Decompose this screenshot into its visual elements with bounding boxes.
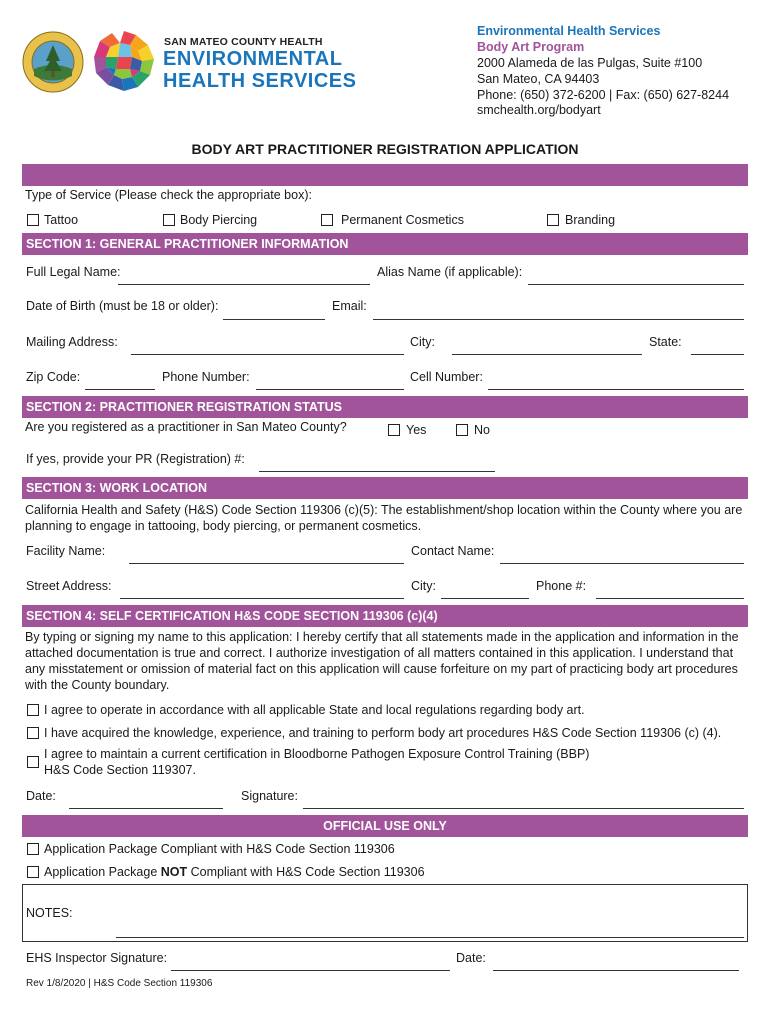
- contact-phone: Phone: (650) 372-6200 | Fax: (650) 627-8244: [477, 88, 730, 102]
- section2-heading: SECTION 2: PRACTITIONER REGISTRATION STATUS: [22, 396, 748, 418]
- agree-regulations-label: I agree to operate in accordance with all applicable State and local regulations regarding body art.: [44, 703, 585, 717]
- contact-address1: 2000 Alameda de las Pulgas, Suite #100: [477, 56, 703, 70]
- street-address-field[interactable]: [120, 582, 404, 598]
- dob-line: [223, 319, 325, 320]
- agree-bbp-label-line1: I agree to maintain a current certification in Bloodborne Pathogen Exposure Control Training (BBP): [44, 747, 590, 761]
- inspector-date-field[interactable]: [493, 954, 739, 970]
- agree-training-checkbox[interactable]: [27, 727, 39, 739]
- inspector-date-line: [493, 970, 739, 971]
- zip-line: [85, 389, 155, 390]
- permanent-cosmetics-label: Permanent Cosmetics: [341, 213, 464, 227]
- registered-yes-label: Yes: [406, 423, 427, 437]
- pr-number-label: If yes, provide your PR (Registration) #:: [26, 452, 245, 466]
- alias-field[interactable]: [528, 268, 744, 284]
- mailing-address-label: Mailing Address:: [26, 335, 118, 349]
- notes-box[interactable]: [22, 884, 748, 942]
- section3-heading: SECTION 3: WORK LOCATION: [22, 477, 748, 499]
- facility-name-label: Facility Name:: [26, 544, 106, 558]
- alias-line: [528, 284, 744, 285]
- city-line: [452, 354, 642, 355]
- signature-field[interactable]: [303, 792, 744, 808]
- agency-name-line1: ENVIRONMENTAL: [163, 48, 343, 70]
- contact-website[interactable]: smchealth.org/bodyart: [477, 103, 601, 117]
- body-piercing-label: Body Piercing: [180, 213, 258, 227]
- registered-yes-checkbox[interactable]: [388, 424, 400, 436]
- full-name-line: [118, 284, 370, 285]
- inspector-signature-line: [171, 970, 450, 971]
- work-phone-field[interactable]: [596, 582, 744, 598]
- mailing-address-field[interactable]: [131, 338, 404, 354]
- contact-name-label: Contact Name:: [411, 544, 495, 558]
- contact-name-line: [500, 563, 744, 564]
- cell-label: Cell Number:: [410, 370, 483, 384]
- phone-field[interactable]: [256, 373, 404, 389]
- signature-line: [303, 808, 744, 809]
- not-compliant-checkbox[interactable]: [27, 866, 39, 878]
- permanent-cosmetics-checkbox[interactable]: [321, 214, 333, 226]
- not-compliant-emphasis: NOT: [160, 865, 188, 879]
- cert-date-label: Date:: [26, 789, 56, 803]
- phone-label: Phone Number:: [162, 370, 250, 384]
- dob-label: Date of Birth (must be 18 or older):: [26, 299, 219, 313]
- work-city-line: [441, 598, 529, 599]
- work-phone-line: [596, 598, 744, 599]
- city-label: City:: [410, 335, 435, 349]
- pr-number-line: [259, 471, 495, 472]
- compliant-checkbox[interactable]: [27, 843, 39, 855]
- not-compliant-label: [44, 865, 425, 879]
- zip-label: Zip Code:: [26, 370, 81, 384]
- form-title: BODY ART PRACTITIONER REGISTRATION APPLICATION: [191, 141, 579, 157]
- pr-number-field[interactable]: [259, 455, 495, 471]
- email-label: Email:: [332, 299, 367, 313]
- branding-label: Branding: [565, 213, 616, 227]
- service-prompt: Type of Service (Please check the appropriate box):: [25, 188, 312, 202]
- agency-top-label: SAN MATEO COUNTY HEALTH: [164, 36, 323, 48]
- inspector-signature-field[interactable]: [171, 954, 450, 970]
- facility-name-line: [129, 563, 404, 564]
- cell-line: [488, 389, 744, 390]
- official-use-heading: OFFICIAL USE ONLY: [22, 815, 748, 837]
- inspector-date-label: Date:: [456, 951, 486, 965]
- full-name-label: Full Legal Name:: [26, 265, 121, 279]
- agree-bbp-checkbox[interactable]: [27, 756, 39, 768]
- work-city-label: City:: [411, 579, 436, 593]
- email-field[interactable]: [373, 303, 744, 319]
- registered-question: Are you registered as a practitioner in San Mateo County?: [25, 420, 347, 434]
- mailing-address-line: [131, 354, 404, 355]
- signature-label: Signature:: [241, 789, 298, 803]
- contact-address2: San Mateo, CA 94403: [477, 72, 600, 86]
- certification-statement: By typing or signing my name to this application: I hereby certify that all statements made in the application and information in the attached documentation is true and correct. I authorize investigation of all matters contained in this application. I understand that any misstatement or omission of material fact on this application will cause forfeiture on my part of practicing body art procedures with the County boundary.: [25, 630, 739, 692]
- agree-regulations-checkbox[interactable]: [27, 704, 39, 716]
- tattoo-checkbox[interactable]: [27, 214, 39, 226]
- phone-line: [256, 389, 404, 390]
- work-location-description: California Health and Safety (H&S) Code Section 119306 (c)(5): The establishment/shop location within the County where you are planning to engage in tattooing, body piercing, or permanent cosmetics.: [25, 503, 743, 533]
- cert-date-field[interactable]: [69, 792, 223, 808]
- county-seal: [22, 31, 84, 93]
- dob-field[interactable]: [223, 303, 325, 319]
- not-compliant-suffix: Compliant with H&S Code Section 119306: [187, 865, 425, 879]
- cell-field[interactable]: [488, 373, 744, 389]
- state-line: [691, 354, 744, 355]
- agree-bbp-label-line2: H&S Code Section 119307.: [44, 763, 196, 777]
- not-compliant-prefix: Application Package: [44, 865, 161, 879]
- notes-line: [116, 937, 744, 938]
- alias-label: Alias Name (if applicable):: [377, 265, 523, 279]
- zip-field[interactable]: [85, 373, 155, 389]
- full-name-field[interactable]: [118, 268, 370, 284]
- street-address-label: Street Address:: [26, 579, 112, 593]
- section4-heading: SECTION 4: SELF CERTIFICATION H&S CODE SECTION 119306 (c)(4): [22, 605, 748, 627]
- branding-checkbox[interactable]: [547, 214, 559, 226]
- email-line: [373, 319, 744, 320]
- work-city-field[interactable]: [441, 582, 529, 598]
- section1-heading: SECTION 1: GENERAL PRACTITIONER INFORMATION: [22, 233, 748, 255]
- registered-no-checkbox[interactable]: [456, 424, 468, 436]
- compliant-label: Application Package Compliant with H&S Code Section 119306: [44, 842, 395, 856]
- facility-name-field[interactable]: [129, 547, 404, 563]
- agency-name-line2: HEALTH SERVICES: [163, 70, 357, 92]
- tattoo-label: Tattoo: [44, 213, 79, 227]
- revision-footer: Rev 1/8/2020 | H&S Code Section 119306: [26, 978, 213, 989]
- street-address-line: [120, 598, 404, 599]
- contact-name-field[interactable]: [500, 547, 744, 563]
- contact-program: Body Art Program: [477, 40, 585, 54]
- notes-label: NOTES:: [26, 906, 73, 920]
- registered-no-label: No: [474, 423, 490, 437]
- inspector-signature-label: EHS Inspector Signature:: [26, 951, 168, 965]
- state-field[interactable]: [691, 338, 744, 354]
- ehs-logo-mark: [92, 29, 156, 93]
- contact-dept: Environmental Health Services: [477, 24, 661, 38]
- cert-date-line: [69, 808, 223, 809]
- work-phone-label: Phone #:: [536, 579, 587, 593]
- title-bar: [22, 164, 748, 186]
- state-label: State:: [649, 335, 682, 349]
- body-piercing-checkbox[interactable]: [163, 214, 175, 226]
- agree-training-label: I have acquired the knowledge, experience, and training to perform body art procedures H&S Code Section 119306 (c) (4).: [44, 726, 722, 740]
- city-field[interactable]: [452, 338, 642, 354]
